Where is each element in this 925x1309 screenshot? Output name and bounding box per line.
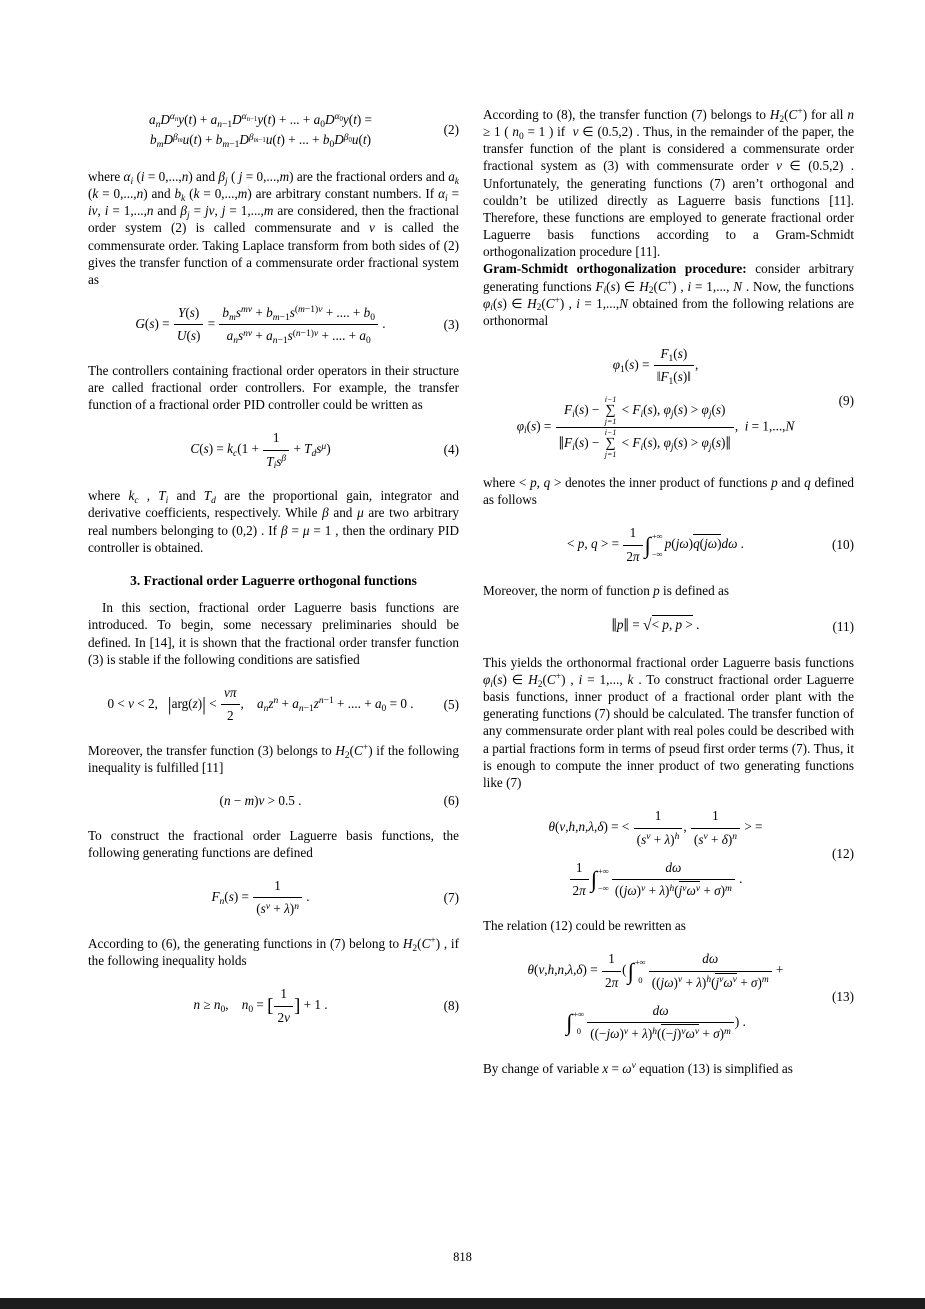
para-pid-coefficients: where $k_c$ , $T_i$ and $T_d$ are the proportional gain, integrator and derivative coefficients, respectively. While β and μ are two arbitrary real numbers belonging to (0,2) . If β = μ = 1 , then the ordinary PID controller is obtained. <box>88 488 459 555</box>
para-inner-product: where < p, q > denotes the inner product of functions p and q defined as follows <box>483 474 855 508</box>
equation-5 <box>88 683 459 727</box>
equation-5-math: 0 < v < 2, |arg(z)| < $\frac{v\pi}{2}$ , $a_nz^n + a_{n-1}z^{n-1}$ + .... + $a_0 = 0$ . <box>107 683 413 727</box>
right-column <box>483 106 854 1077</box>
equation-8 <box>88 984 459 1028</box>
equation-6 <box>88 791 459 811</box>
equation-2-number: (2) <box>443 122 459 138</box>
equation-11-number: (11) <box>832 618 854 634</box>
equation-9-math: $\varphi_1(s)$ = $\frac{F_1(s)}{‖F_1(s)‖}$ , $\varphi_i(s)$ = $F_i(s)$ − i−1 ∑ j=1 < $F_i(s)$, $\varphi_j(s) > \varphi_j(s)$ $‖F_i(s)$ − i−1 ∑ j=1 < $F_i(s)$, $\varphi_j(s)$ > $\varphi_j(s)‖$ , i = 1,...,N <box>516 346 795 459</box>
equation-4-number: (4) <box>443 442 459 458</box>
section-3-heading: 3. Fractional order Laguerre orthogonal functions <box>130 572 417 588</box>
equation-2 <box>88 110 459 151</box>
equation-7-math: $F_n(s)$ = $\frac{1}{(s^v + \lambda)^n}$ . <box>211 876 309 920</box>
para-section-intro: In this section, fractional order Laguerre basis functions are introduced. To begin, some necessary preliminaries should be defined. In [14], it is shown that the fractional order transfer function (3) is stable if the following conditions are satisfied <box>88 600 459 667</box>
page-body <box>88 106 854 1077</box>
equation-6-math: (n − m)v > 0.5 . <box>219 793 302 809</box>
para-relation-rewritten: The relation (12) could be rewritten as <box>483 917 686 933</box>
equation-3 <box>88 303 459 347</box>
equation-13-number: (13) <box>832 988 854 1004</box>
para-change-of-variable: By change of variable $x = \omega^v$ equation (13) is simplified as <box>483 1060 793 1076</box>
equation-6-number: (6) <box>443 793 459 809</box>
equation-8-number: (8) <box>443 997 459 1013</box>
equation-10-math: < p, q > = $\frac{1}{2\pi}$ ∫ +∞ −∞ p(jω)q(jω)dω . <box>567 523 744 567</box>
equation-3-math: G(s) = $\frac{Y(s)}{U(s)}$ = $\frac{b_ms^{mv} + b_{m-1}s^{(m-1)v} + .... + b_0}{a_ns^{nv} + a_{n-1}s^{(n-1)v} + .... + a_0}$ . <box>135 305 386 347</box>
equation-13-math: θ(v,h,n,λ,δ) = $\frac{1}{2\pi}$ ( ∫ +∞ 0 $\frac{d\omega}{((j\omega)^v + \lambda)^h(j^v\omega^v + \sigma)^m}$ + ∫ +∞ 0 $\frac{d\omega}{((-j\omega)^v + \lambda)^h((-j)^v\omega^v + \sigma)^m}$ ) . <box>528 949 784 1045</box>
equation-11-math: ‖p‖ = √< p, p > . <box>611 615 700 637</box>
equation-4 <box>88 428 459 472</box>
equation-2-math: $a_nD^{\alpha_n}y(t) + a_{n-1}D^{\alpha_{n-1}}y(t)$ + ... + $a_0D^{\alpha_0}y(t)$ = $b_mD^{\beta_m}u(t) + b_{m-1}D^{\beta_{m-1}}u(t)$ + ... + $b_0D^{\beta_0}u(t)$ <box>148 112 372 151</box>
equation-5-number: (5) <box>443 696 459 712</box>
left-column <box>88 106 459 1077</box>
equation-12 <box>483 806 854 902</box>
equation-4-math: $C(s) = k_c(1$ + $\frac{1}{T_is^\beta}$ + $T_ds^\mu$) <box>190 430 331 472</box>
page-bottom-edge <box>0 1298 925 1309</box>
para-fractional-orders: where $\alpha_i$ (i = 0,...,n) and $\beta_j$ ( j = 0,...,m) are the fractional orders and $a_k$ (k = 0,...,n) and $b_k$ (k = 0,...,m) are arbitrary constant numbers. If $\alpha_i$ = iv, i = 1,...,n and $\beta_j$ = jv, j = 1,...,m are considered, then the fractional order system (2) is called commensurate and v is called the commensurate order. Taking Laplace transform from both sides of (2) gives the transfer function of a commensurate order fractional system as <box>88 168 460 287</box>
equation-11 <box>483 614 854 639</box>
equation-10-number: (10) <box>832 536 854 552</box>
para-norm-definition: Moreover, the norm of function p is defined as <box>483 583 729 599</box>
equation-12-number: (12) <box>832 845 854 861</box>
para-controllers: The controllers containing fractional order operators in their structure are called fractional order controllers. For example, the transfer function of a fractional order PID controller could be written as <box>88 362 459 413</box>
equation-9-number: (9) <box>838 393 854 409</box>
page-number: 818 <box>453 1250 472 1264</box>
equation-9 <box>483 344 854 459</box>
equation-12-math: θ(v,h,n,λ,δ) = < $\frac{1}{(s^v + \lambda)^h}$ , $\frac{1}{(s^v + \delta)^n}$ > = $\frac{1}{2\pi}$ ∫ +∞ −∞ $\frac{d\omega}{((j\omega)^v + \lambda)^h(j^v\omega^v + \sigma)^m}$ . <box>549 806 763 902</box>
para-according-6: According to (6), the generating functions in (7) belong to $H_2(C^+)$ , if the following inequality holds <box>88 935 459 968</box>
equation-3-number: (3) <box>443 316 459 332</box>
equation-7 <box>88 876 459 920</box>
equation-13 <box>483 949 854 1045</box>
equation-10 <box>483 523 854 567</box>
equation-7-number: (7) <box>443 889 459 905</box>
para-according-8: According to (8), the transfer function (7) belongs to $H_2(C^+)$ for all n ≥ 1 ( $n_0 = 1$ ) if v ∈ (0.5,2) . Thus, in the remainder of the paper, the transfer function of the plant is considered a commensurate order fractional system as (3) with commensurate order v ∈ (0.5,2) . Unfortunately, the generating functions (7) aren’t orthogonal and couldn’t be utilized directly as Laguerre basis functions [11]. Therefore, these functions are employed to generate fractional order Laguerre basis functions according to a Gram-Schmidt orthogonalization procedure [11]. <box>483 107 854 260</box>
para-gram-schmidt-procedure: Gram-Schmidt orthogonalization procedure: consider arbitrary generating functions $F_i(s)$ ∈ $H_2(C^+)$ , i = 1,..., N . Now, the functions $\varphi_i(s)$ ∈ $H_2(C^+)$ , i = 1,...,N obtained from the following relations are orthonormal <box>483 261 854 328</box>
para-this-yields: This yields the orthonormal fractional order Laguerre basis functions $\varphi_i(s)$ ∈ $H_2(C^+)$ , i = 1,..., k . To construct fractional order Laguerre basis functions, inner product of a fractional order plant with the generating functions (7) should be calculated. The transfer function of any commensurate order plant with real poles could be described with a partial fractions form in terms of pseud first order terms (7). Thus, it is enough to compute the inner product of two generating functions like (7) <box>483 654 854 790</box>
para-to-construct: To construct the fractional order Laguerre basis functions, the following generating functions are defined <box>88 827 459 860</box>
equation-8-math: $n \ge n_0$, $n_0$ = [ $\frac{1}{2v}$ ] + 1 . <box>193 984 327 1028</box>
para-moreover-h2: Moreover, the transfer function (3) belongs to $H_2(C^+)$ if the following inequality is fulfilled [11] <box>88 742 459 776</box>
